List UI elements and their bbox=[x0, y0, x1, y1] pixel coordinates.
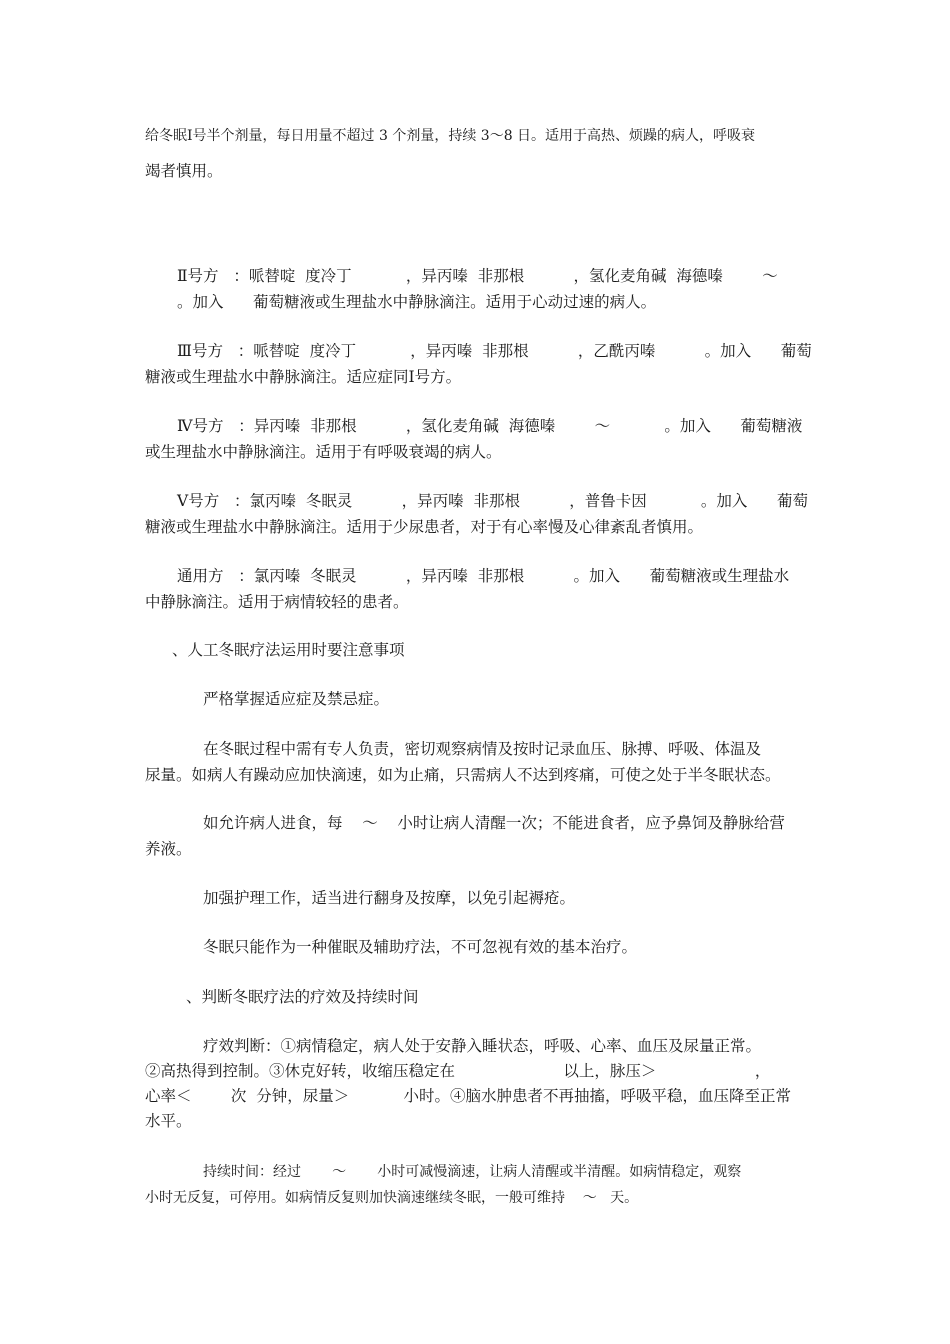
paragraph-line: ②高热得到控制。③休克好转，收缩压稳定在 以上，脉压＞ ， bbox=[145, 1062, 771, 1080]
paragraph-line: 中静脉滴注。适用于病情较轻的患者。 bbox=[145, 593, 409, 611]
paragraph-line: 糖液或生理盐水中静脉滴注。适用于少尿患者，对于有心率慢及心律紊乱者慎用。 bbox=[145, 518, 704, 536]
paragraph-line: 冬眠只能作为一种催眠及辅助疗法，不可忽视有效的基本治疗。 bbox=[203, 938, 638, 956]
paragraph-line: 心率＜ 次 分钟，尿量＞ 小时。④脑水肿患者不再抽搐，呼吸平稳，血压降至正常 bbox=[145, 1087, 791, 1105]
paragraph-line: Ⅴ号方 ：氯丙嗪 冬眠灵 ，异丙嗪 非那根 ，普鲁卡因 。加入 葡萄 bbox=[177, 492, 808, 510]
paragraph-line: 给冬眠Ⅰ号半个剂量，每日用量不超过 3 个剂量，持续 3～8 日。适用于高热、烦躁的病人，呼吸衰 bbox=[145, 128, 756, 144]
paragraph-line: Ⅳ号方 ：异丙嗪 非那根 ，氢化麦角碱 海德嗪 ～ 。加入 葡萄糖液 bbox=[177, 417, 803, 435]
paragraph-line: 养液。 bbox=[145, 840, 192, 858]
paragraph-line: 在冬眠过程中需有专人负责，密切观察病情及按时记录血压、脉搏、呼吸、体温及 bbox=[203, 740, 762, 758]
paragraph-line: 水平。 bbox=[145, 1112, 192, 1130]
paragraph-line: 通用方 ：氯丙嗪 冬眠灵 ，异丙嗪 非那根 。加入 葡萄糖液或生理盐水 bbox=[177, 567, 790, 585]
paragraph-line: 竭者慎用。 bbox=[145, 162, 223, 180]
paragraph-line: 持续时间：经过 ～ 小时可减慢滴速，让病人清醒或半清醒。如病情稳定，观察 bbox=[203, 1164, 742, 1180]
paragraph-line: 尿量。如病人有躁动应加快滴速，如为止痛，只需病人不达到疼痛，可使之处于半冬眠状态。 bbox=[145, 766, 781, 784]
paragraph-line: Ⅲ号方 ：哌替啶 度冷丁 ，异丙嗪 非那根 ，乙酰丙嗪 。加入 葡萄 bbox=[177, 342, 812, 360]
paragraph-line: 如允许病人进食，每 ～ 小时让病人清醒一次；不能进食者，应予鼻饲及静脉给营 bbox=[203, 814, 785, 832]
paragraph-line: 。加入 葡萄糖液或生理盐水中静脉滴注。适用于心动过速的病人。 bbox=[177, 293, 657, 311]
paragraph-line: 疗效判断：①病情稳定，病人处于安静入睡状态，呼吸、心率、血压及尿量正常。 bbox=[203, 1037, 762, 1055]
section-heading: 、判断冬眠疗法的疗效及持续时间 bbox=[186, 988, 419, 1006]
paragraph-line: 或生理盐水中静脉滴注。适用于有呼吸衰竭的病人。 bbox=[145, 443, 502, 461]
paragraph-line: Ⅱ号方 ：哌替啶 度冷丁 ，异丙嗪 非那根 ，氢化麦角碱 海德嗪 ～ bbox=[177, 267, 778, 285]
paragraph-line: 小时无反复，可停用。如病情反复则加快滴速继续冬眠，一般可维持 ～ 天。 bbox=[145, 1190, 639, 1206]
paragraph-line: 糖液或生理盐水中静脉滴注。适应症同Ⅰ号方。 bbox=[145, 368, 462, 386]
paragraph-line: 加强护理工作，适当进行翻身及按摩，以免引起褥疮。 bbox=[203, 889, 576, 907]
section-heading: 、人工冬眠疗法运用时要注意事项 bbox=[172, 641, 405, 659]
paragraph-line: 严格掌握适应症及禁忌症。 bbox=[203, 690, 390, 708]
